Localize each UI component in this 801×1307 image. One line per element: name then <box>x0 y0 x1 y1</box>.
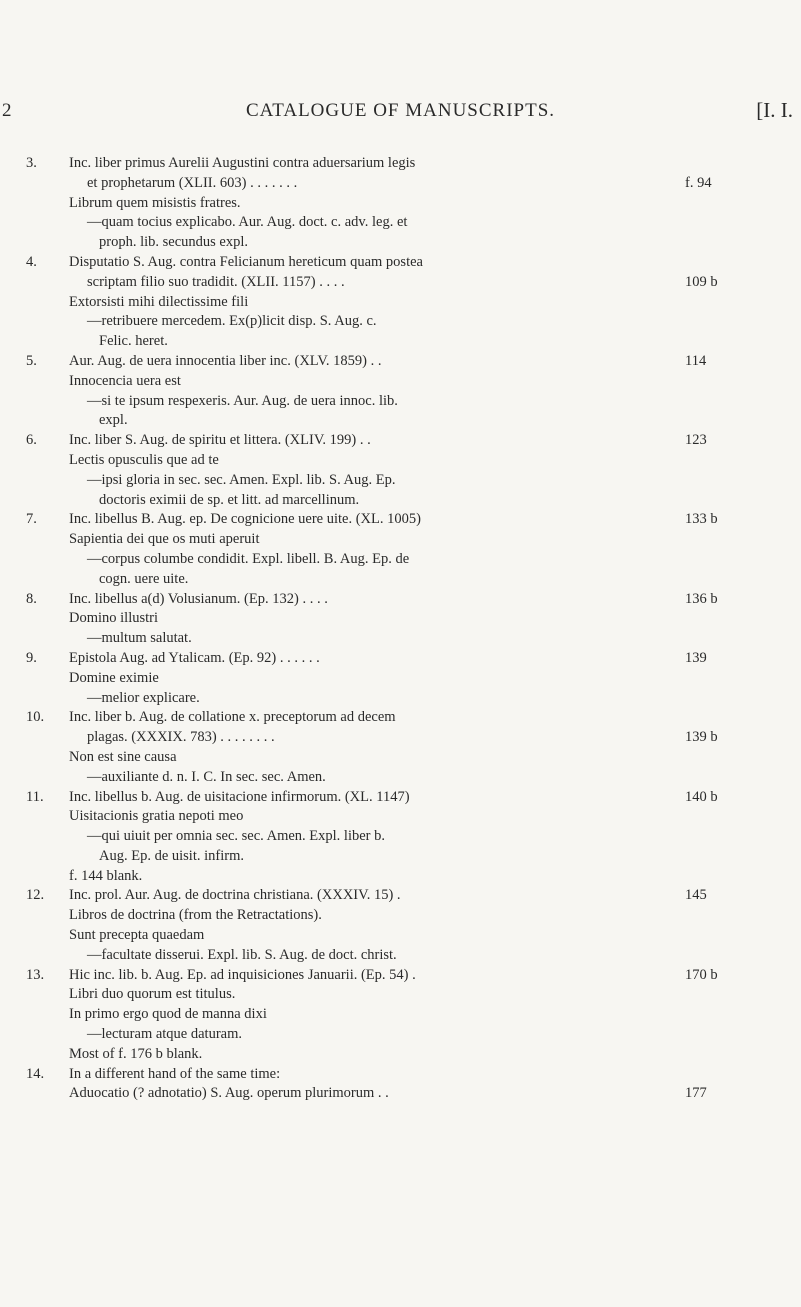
entry-number: 4. <box>26 253 37 270</box>
folio-reference: 139 <box>685 649 707 666</box>
entry-line: —si te ipsum respexeris. Aur. Aug. de uera innoc. lib. <box>87 392 398 409</box>
entry-text <box>69 649 629 708</box>
section-marker: [I. I. <box>756 98 793 122</box>
entry-line: proph. lib. secundus expl. <box>99 234 249 251</box>
entry-line: Librum quem misistis fratres. <box>69 194 241 211</box>
entry-line: In primo ergo quod de manna dixi <box>69 1006 267 1023</box>
folio-reference: 136 b <box>685 590 718 607</box>
entry-line: Epistola Aug. ad Ytalicam. (Ep. 92) . . . . . . <box>69 649 320 666</box>
entry-line: Hic inc. lib. b. Aug. Ep. ad inquisiciones Januarii. (Ep. 54) . <box>69 966 416 983</box>
catalogue-entries <box>0 154 801 1104</box>
folio-reference: 133 b <box>685 511 718 528</box>
entry-line: f. 144 blank. <box>69 867 143 884</box>
catalogue-entry <box>0 352 801 431</box>
entry-line: cogn. uere uite. <box>99 570 189 587</box>
entry-number: 8. <box>26 590 37 607</box>
entry-line: Domine eximie <box>69 669 159 686</box>
entry-line: —facultate disserui. Expl. lib. S. Aug. de doct. christ. <box>87 946 397 963</box>
folio-reference: 177 <box>685 1085 707 1102</box>
entry-line: Inc. libellus b. Aug. de uisitacione infirmorum. (XL. 1147) <box>69 788 410 805</box>
catalogue-entry <box>0 154 801 253</box>
page-number: 2 <box>2 100 12 121</box>
entry-text <box>69 510 629 589</box>
folio-reference: 145 <box>685 887 707 904</box>
folio-reference: 140 b <box>685 788 718 805</box>
catalogue-entry <box>0 510 801 589</box>
entry-line: Inc. liber S. Aug. de spiritu et littera. (XLIV. 199) . . <box>69 432 371 449</box>
entry-line: Uisitacionis gratia nepoti meo <box>69 808 244 825</box>
entry-line: Non est sine causa <box>69 748 177 765</box>
entry-line: Sunt precepta quaedam <box>69 927 205 944</box>
catalogue-entry <box>0 886 801 965</box>
entry-line: —lecturam atque daturam. <box>87 1026 243 1043</box>
entry-line: plagas. (XXXIX. 783) . . . . . . . . <box>87 729 275 746</box>
entry-text <box>69 154 629 253</box>
entry-line: —retribuere mercedem. Ex(p)licit disp. S. Aug. c. <box>87 313 377 330</box>
entry-line: —qui uiuit per omnia sec. sec. Amen. Expl. liber b. <box>87 828 385 845</box>
entry-number: 13. <box>26 966 45 983</box>
entry-text <box>69 431 629 510</box>
catalogue-entry <box>0 649 801 708</box>
entry-line: —multum salutat. <box>87 630 192 647</box>
catalogue-entry <box>0 590 801 649</box>
entry-line: et prophetarum (XLII. 603) . . . . . . . <box>87 174 298 191</box>
entry-line: —melior explicare. <box>87 689 200 706</box>
entry-line: scriptam filio suo tradidit. (XLII. 1157) . . . . <box>87 273 345 290</box>
folio-reference: 170 b <box>685 966 718 983</box>
entry-line: Most of f. 176 b blank. <box>69 1045 203 1062</box>
catalogue-entry <box>0 966 801 1065</box>
entry-text <box>69 1065 629 1105</box>
entry-line: Inc. liber b. Aug. de collatione x. preceptorum ad decem <box>69 709 396 726</box>
folio-reference: 114 <box>685 352 707 369</box>
running-title: CATALOGUE OF MANUSCRIPTS. <box>245 100 556 121</box>
entry-number: 10. <box>26 709 45 726</box>
entry-line: Aur. Aug. de uera innocentia liber inc. (XLV. 1859) . . <box>69 352 382 369</box>
entry-text <box>69 253 629 352</box>
entry-line: Aduocatio (? adnotatio) S. Aug. operum plurimorum . . <box>69 1085 389 1102</box>
entry-line: Aug. Ep. de uisit. infirm. <box>99 847 244 864</box>
entry-line: Inc. libellus a(d) Volusianum. (Ep. 132) . . . . <box>69 590 328 607</box>
entry-line: Inc. libellus B. Aug. ep. De cognicione uere uite. (XL. 1005) <box>69 511 421 528</box>
catalogue-entry <box>0 1065 801 1105</box>
catalogue-entry <box>0 431 801 510</box>
folio-reference: 109 b <box>685 273 718 290</box>
entry-line: —corpus columbe condidit. Expl. libell. B. Aug. Ep. de <box>87 550 410 567</box>
entry-text <box>69 352 629 431</box>
entry-line: Innocencia uera est <box>69 372 181 389</box>
folio-reference: f. 94 <box>685 174 712 191</box>
entry-line: Felic. heret. <box>99 333 168 350</box>
entry-line: doctoris eximii de sp. et litt. ad marcellinum. <box>99 491 360 508</box>
entry-line: Domino illustri <box>69 610 159 627</box>
entry-line: Lectis opusculis que ad te <box>69 451 219 468</box>
entry-text <box>69 966 629 1065</box>
entry-line: Disputatio S. Aug. contra Felicianum hereticum quam postea <box>69 253 423 270</box>
entry-line: —auxiliante d. n. I. C. In sec. sec. Amen. <box>87 768 326 785</box>
entry-line: expl. <box>99 412 128 429</box>
entry-text <box>69 886 629 965</box>
entry-line: Libros de doctrina (from the Retractations). <box>69 907 322 924</box>
folio-reference: 123 <box>685 432 707 449</box>
entry-number: 7. <box>26 511 37 528</box>
folio-reference: 139 b <box>685 729 718 746</box>
entry-line: Sapientia dei que os muti aperuit <box>69 531 260 548</box>
catalogue-entry <box>0 788 801 887</box>
entry-text <box>69 708 629 787</box>
entry-line: In a different hand of the same time: <box>69 1065 281 1082</box>
entry-line: Inc. prol. Aur. Aug. de doctrina christiana. (XXXIV. 15) . <box>69 887 401 904</box>
entry-line: —quam tocius explicabo. Aur. Aug. doct. c. adv. leg. et <box>87 214 408 231</box>
entry-number: 14. <box>26 1065 45 1082</box>
entry-line: Libri duo quorum est titulus. <box>69 986 236 1003</box>
entry-number: 9. <box>26 649 37 666</box>
entry-text <box>69 590 629 649</box>
entry-number: 12. <box>26 887 45 904</box>
entry-line: —ipsi gloria in sec. sec. Amen. Expl. lib. S. Aug. Ep. <box>87 471 396 488</box>
catalogue-entry <box>0 253 801 352</box>
entry-text <box>69 788 629 887</box>
page-header <box>0 100 801 134</box>
entry-line: Extorsisti mihi dilectissime fili <box>69 293 249 310</box>
catalogue-entry <box>0 708 801 787</box>
entry-number: 11. <box>26 788 44 805</box>
entry-number: 3. <box>26 155 37 171</box>
entry-number: 6. <box>26 432 37 449</box>
entry-number: 5. <box>26 352 37 369</box>
entry-line: Inc. liber primus Aurelii Augustini contra aduersarium legis <box>69 155 416 171</box>
